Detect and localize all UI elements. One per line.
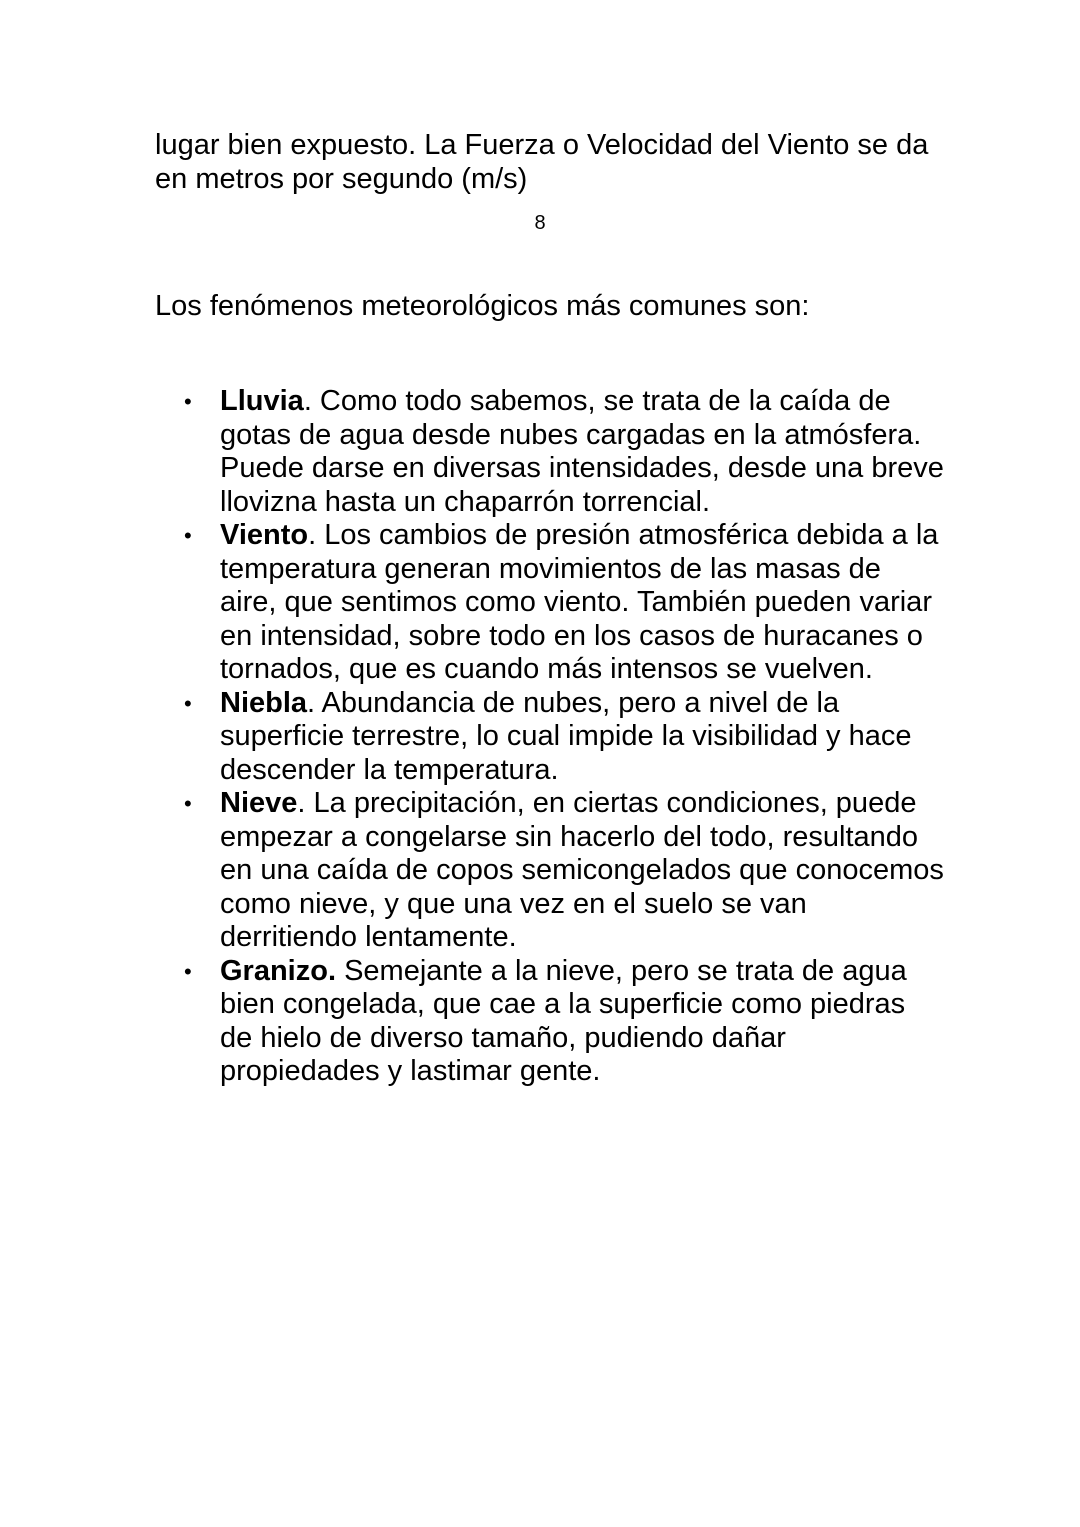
item-description: Como todo sabemos, se trata de la caída de gotas de agua desde nubes cargadas en la atmósfera. Puede darse en diversas intensidades, desde una breve llovizna hasta un chaparrón torrencial. [220, 385, 944, 518]
term-viento: Viento [220, 519, 309, 551]
bullet-icon: • [184, 690, 192, 716]
list-item-lluvia [155, 385, 945, 519]
item-description: Semejante a la nieve, pero se trata de agua bien congelada, que cae a la superficie como piedras de hielo de diverso tamaño, pudiendo dañar propiedades y lastimar gente. [220, 954, 907, 1087]
phenomena-list [155, 385, 945, 1089]
term-punct: . [307, 686, 316, 719]
term-nieve: Nieve [220, 787, 298, 819]
item-description: Abundancia de nubes, pero a nivel de la superficie terrestre, lo cual impide la visibilidad y hace descender la temperatura. [220, 686, 912, 786]
page-number: 8 [534, 212, 546, 234]
bullet-icon: • [184, 523, 192, 548]
item-description: La precipitación, en ciertas condiciones, puede empezar a congelarse sin hacerlo del todo, resultando en una caída de copos semicongelados que conocemos como nieve, y que una vez en el suelo se van derritiendo lentamente. [220, 787, 944, 953]
term-punct: . [297, 787, 306, 819]
term-punct: . [308, 519, 317, 551]
term-punct: . [303, 385, 312, 417]
bullet-icon: • [184, 389, 192, 414]
term-lluvia: Lluvia [220, 385, 304, 417]
term-granizo: Granizo. [220, 954, 337, 987]
list-item-viento [155, 519, 945, 687]
bullet-icon: • [184, 958, 192, 984]
continuation-paragraph: lugar bien expuesto. La Fuerza o Velocidad del Viento se da en metros por segundo (m/s) [155, 129, 929, 195]
list-item-niebla [155, 687, 945, 788]
list-item-nieve [155, 787, 945, 955]
list-item-granizo [155, 955, 945, 1089]
intro-paragraph: Los fenómenos meteorológicos más comunes son: [155, 290, 810, 322]
item-description: Los cambios de presión atmosférica debida a la temperatura generan movimientos de las masas de aire, que sentimos como viento. También pueden variar en intensidad, sobre todo en los casos de huracanes o tornados, que es cuando más intensos se vuelven. [220, 519, 939, 685]
bullet-icon: • [184, 791, 192, 816]
term-niebla: Niebla [220, 686, 308, 719]
